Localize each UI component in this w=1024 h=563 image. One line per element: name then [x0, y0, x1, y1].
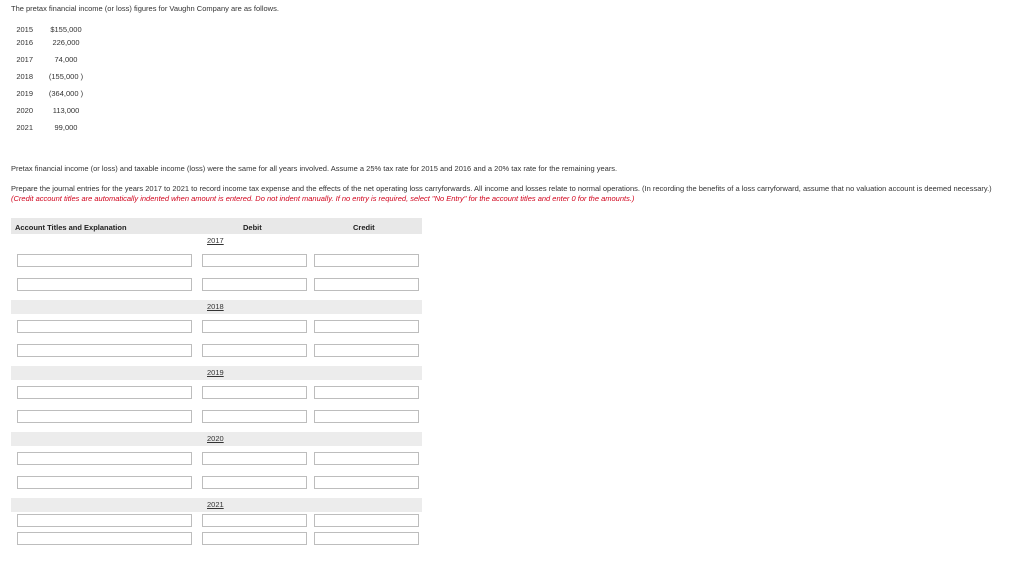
entry-row — [11, 338, 422, 362]
instructions-text — [11, 184, 1006, 204]
year-label: 2021 — [207, 500, 224, 509]
entry-row — [11, 404, 422, 428]
entry-row — [11, 512, 422, 530]
year-label: 2018 — [207, 302, 224, 311]
account-title-input[interactable] — [17, 386, 192, 399]
header-account-titles: Account Titles and Explanation — [15, 223, 127, 232]
year-row-2018 — [11, 300, 422, 314]
income-year: 2015 — [16, 25, 33, 34]
income-value: 99,000 — [54, 123, 78, 132]
account-title-input[interactable] — [17, 278, 192, 291]
debit-input[interactable] — [202, 320, 307, 333]
income-year: 2019 — [16, 89, 33, 98]
header-debit: Debit — [243, 223, 262, 232]
income-value: 113,000 — [52, 106, 80, 115]
credit-input[interactable] — [314, 320, 419, 333]
income-value: (155,000 ) — [48, 72, 84, 81]
account-title-input[interactable] — [17, 254, 192, 267]
entry-row — [11, 272, 422, 296]
year-row-2020 — [11, 432, 422, 446]
income-value: 226,000 — [52, 38, 80, 47]
entry-row — [11, 470, 422, 494]
debit-input[interactable] — [202, 344, 307, 357]
instructions-main: Prepare the journal entries for the years 2017 to 2021 to record income tax expense and the effects of the net operating loss carryforwards. All income and losses relate to normal operations. (In recording the benefits of a loss carryforward, assume that no valuation account is deemed necessary.) — [11, 184, 992, 193]
entry-row — [11, 446, 422, 470]
account-title-input[interactable] — [17, 452, 192, 465]
credit-input[interactable] — [314, 386, 419, 399]
instructions-note: (Credit account titles are automatically indented when amount is entered. Do not indent manually. If no entry is required, select "No Entry" for the account titles and enter 0 for the amounts.) — [11, 194, 635, 203]
year-label: 2019 — [207, 368, 224, 377]
debit-input[interactable] — [202, 278, 307, 291]
account-title-input[interactable] — [17, 476, 192, 489]
account-title-input[interactable] — [17, 532, 192, 545]
income-value: 74,000 — [54, 55, 78, 64]
income-value: $155,000 — [50, 25, 82, 34]
income-year: 2017 — [16, 55, 33, 64]
account-title-input[interactable] — [17, 514, 192, 527]
credit-input[interactable] — [314, 514, 419, 527]
entry-row — [11, 380, 422, 404]
account-title-input[interactable] — [17, 344, 192, 357]
debit-input[interactable] — [202, 514, 307, 527]
entry-row — [11, 248, 422, 272]
year-row-2021 — [11, 498, 422, 512]
debit-input[interactable] — [202, 532, 307, 545]
income-value: (364,000 ) — [48, 89, 84, 98]
credit-input[interactable] — [314, 278, 419, 291]
income-year: 2016 — [16, 38, 33, 47]
income-year: 2021 — [16, 123, 33, 132]
credit-input[interactable] — [314, 452, 419, 465]
debit-input[interactable] — [202, 410, 307, 423]
credit-input[interactable] — [314, 344, 419, 357]
account-title-input[interactable] — [17, 320, 192, 333]
credit-input[interactable] — [314, 476, 419, 489]
year-label: 2020 — [207, 434, 224, 443]
entry-row — [11, 530, 422, 548]
debit-input[interactable] — [202, 452, 307, 465]
income-year: 2018 — [16, 72, 33, 81]
debit-input[interactable] — [202, 386, 307, 399]
year-row-2019 — [11, 366, 422, 380]
income-year: 2020 — [16, 106, 33, 115]
header-credit: Credit — [353, 223, 375, 232]
year-row-2017 — [11, 234, 422, 248]
credit-input[interactable] — [314, 254, 419, 267]
assumptions-text: Pretax financial income (or loss) and taxable income (loss) were the same for all years involved. Assume a 25% tax rate for 2015 and 2016 and a 20% tax rate for the remaining years. — [11, 164, 618, 173]
debit-input[interactable] — [202, 476, 307, 489]
journal-entry-table — [11, 218, 422, 548]
journal-header-row — [11, 218, 422, 234]
year-label: 2017 — [207, 236, 224, 245]
credit-input[interactable] — [314, 410, 419, 423]
debit-input[interactable] — [202, 254, 307, 267]
entry-row — [11, 314, 422, 338]
credit-input[interactable] — [314, 532, 419, 545]
account-title-input[interactable] — [17, 410, 192, 423]
problem-intro: The pretax financial income (or loss) figures for Vaughn Company are as follows. — [11, 4, 279, 13]
